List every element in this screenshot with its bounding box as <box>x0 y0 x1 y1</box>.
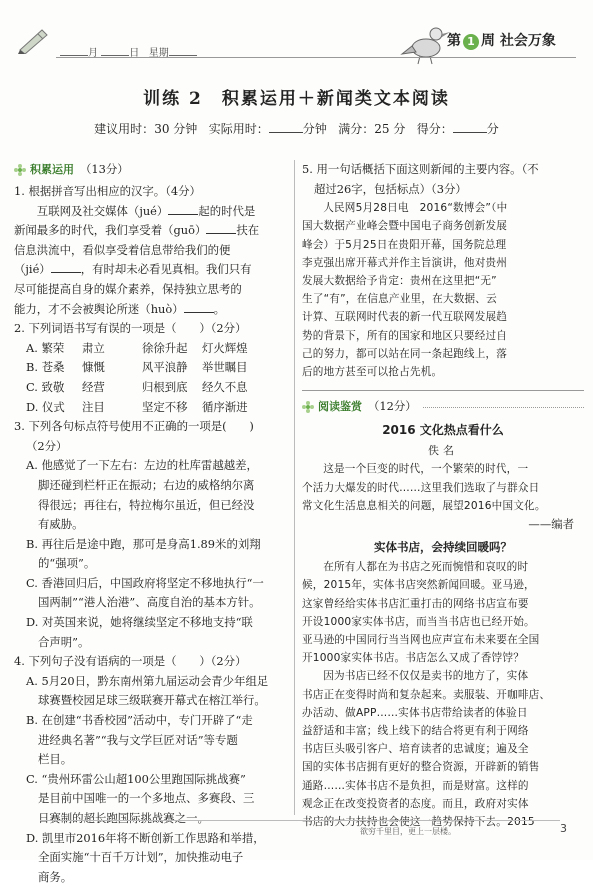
column-divider <box>294 160 295 815</box>
month-label: 月 <box>88 48 98 59</box>
news-passage <box>302 199 584 381</box>
day-label: 日 <box>129 48 140 59</box>
article-line: 通路……实体书店不是负担，而是财富。这样的 <box>302 779 529 792</box>
article-subtitle: 实体书店，会持续回暖吗？ <box>374 539 512 554</box>
question-1-text: 信息洪流中，看似享受着信息带给我们的便 <box>14 242 231 257</box>
news-line: 计算、互联网时代表的新一代互联网发展趋 <box>302 311 508 324</box>
option-line: 商务。 <box>38 869 73 884</box>
news-line: 李克强出席开幕式并作主旨演讲，他对贵州 <box>302 256 508 269</box>
actual-time-unit: 分钟 <box>302 122 327 136</box>
section-head-reading <box>302 397 584 417</box>
full-score-label: 满分： <box>338 122 375 136</box>
score-blank[interactable] <box>453 122 487 133</box>
score-unit: 分 <box>486 122 499 136</box>
option-row: D. 仪式 注目 坚定不移 循序渐进 <box>26 399 248 414</box>
option-line: 球赛暨校园足球三级联赛开幕式在榕江举行。 <box>38 693 266 708</box>
option-line: 国两制”“港人治港”、高度自治的基本方针。 <box>38 595 261 610</box>
actual-time-blank[interactable] <box>269 122 303 133</box>
footer-motto: 欲穷千里目，更上一层楼。 <box>360 827 456 836</box>
article-line: 因为书店已经不仅仅是卖书的地方了，实体 <box>323 670 529 683</box>
answer-blank[interactable] <box>168 203 198 215</box>
article-line: 国的实体书店拥有更好的整合资源，开辟新的销售 <box>302 761 540 774</box>
question-3-stem: 3. 下列各句标点符号使用不正确的一项是( ) <box>14 419 254 434</box>
article-line: 书店的大力扶持也会使这一趋势保持下去。2015 <box>302 816 535 829</box>
day-blank[interactable] <box>101 46 129 56</box>
option-row: B. 苍桑 慷慨 风平浪静 举世瞩目 <box>26 360 248 375</box>
weekday-blank[interactable] <box>169 46 197 56</box>
article-line: 开1000家实体书店。书店怎么又成了香饽饽？ <box>302 652 525 665</box>
answer-blank[interactable] <box>184 301 214 313</box>
answer-blank[interactable] <box>206 222 236 234</box>
option-line: C. 香港回归后，中国政府将坚定不移地执行“一 <box>26 575 264 590</box>
option-line: D. 对英国来说，她将继续坚定不移地支持“联 <box>26 615 253 630</box>
week-prefix: 第 <box>447 33 461 49</box>
timing-line <box>0 120 593 137</box>
article-line: 观念正在改变投资者的态度。而且，政府对实体 <box>302 797 529 810</box>
option-line: 日赛制的超长跑国际挑战赛之一。 <box>38 811 209 825</box>
option-line: B. 再往后是途中跑，那可是身高1.89米的刘翔 <box>26 536 261 551</box>
month-blank[interactable] <box>60 46 88 56</box>
editor-note: ——编者 <box>528 517 574 532</box>
flower-icon <box>14 164 26 176</box>
article-line: 候，2015年，实体书店突然新闻回暖。亚马逊， <box>302 579 535 592</box>
option-line: 脚还碰到栏杆正在振动；右边的威格纳尔离 <box>38 477 255 492</box>
article-line: 书店巨头吸引客户、培育读者的忠诚度；遍及全 <box>302 743 529 756</box>
week-number-badge: 1 <box>463 34 479 50</box>
question-3-stem: （2分） <box>26 438 68 453</box>
footer-rule <box>40 820 560 821</box>
section-points: （13分） <box>80 162 129 177</box>
section-tag: 积累运用 <box>30 163 74 177</box>
article-line: 书店正在变得时尚和复杂起来。卖服装、开咖啡店、 <box>302 688 551 701</box>
intro-line: 常文化生活息息相关的问题，展望2016中国文化。 <box>302 499 546 512</box>
option-line: A. 他感觉了一下左右：左边的杜库雷越越差， <box>26 458 258 473</box>
week-title <box>447 30 556 50</box>
news-line: 发展大数据给予肯定：贵州在这里把“无” <box>302 275 497 287</box>
week-topic: 社会万象 <box>499 33 556 49</box>
article-line: 在所有人都在为书店之死而惋惜和哀叹的时 <box>323 561 529 574</box>
question-1-text: 互联网及社交媒体（jué） 起的时代是 <box>36 203 256 218</box>
actual-time-label: 实际用时： <box>208 122 269 136</box>
option-line: 合声明”。 <box>38 634 90 649</box>
intro-line: 个活力大爆发的时代……这里我们选取了与群众日 <box>302 481 540 494</box>
page-number: 3 <box>560 822 567 835</box>
question-1-text: 能力，才不会被舆论所迷（huò） 。 <box>14 301 226 316</box>
news-line: 生了“有”，在信息产业里，在大数据、云 <box>302 293 497 306</box>
flower-icon <box>302 401 314 413</box>
question-2-stem: 2. 下列词语书写有误的一项是（ ）（2分） <box>14 321 247 336</box>
question-1-text: 新闻最多的时代，我们享受着（guō） 扶在 <box>14 223 260 238</box>
section-dotted-line <box>423 407 584 408</box>
section-head-accumulation <box>14 160 286 180</box>
option-line: 进经典名著”“我与文学巨匠对话”等专题 <box>38 732 238 747</box>
option-row: C. 致敬 经营 归根到底 经久不息 <box>26 379 248 394</box>
suggest-time-value: 30 分钟 <box>154 122 198 136</box>
option-line: 的“强项”。 <box>38 556 96 571</box>
question-5-stem: 超过26字，包括标点）（3分） <box>314 181 467 196</box>
option-line: 得很远；再往右，特拉梅尔虽近，但已经没 <box>38 497 255 512</box>
news-line: 峰会）于5月25日在贵阳开幕，国务院总理 <box>302 238 507 251</box>
article-line: 这家曾经给实体书店汇重打击的网络书店宣布要 <box>302 597 529 610</box>
header-rule <box>56 57 576 58</box>
news-line: 人民网5月28日电 2016“数博会”（中 <box>323 202 508 215</box>
news-line: 后的地方甚至可以抢占先机。 <box>302 366 443 379</box>
option-line: A. 5月20日，黔东南州第九届运动会青少年组足 <box>26 673 269 688</box>
bird-illustration-icon <box>400 20 452 66</box>
week-suffix: 周 <box>481 33 495 49</box>
week-label: 星期 <box>148 48 169 59</box>
full-score-value: 25 分 <box>374 122 406 136</box>
pencil-icon <box>16 26 50 54</box>
article-author: 佚名 <box>428 443 458 457</box>
question-5-stem: 5. 用一句话概括下面这则新闻的主要内容。（不 <box>302 162 539 176</box>
news-line: 国大数据产业峰会暨中国电子商务创新发展 <box>302 220 508 233</box>
option-line: C. “贵州环雷公山超100公里跑国际挑战赛” <box>26 771 246 786</box>
option-line: 全面实施“十百千万计划”，加快推动电子 <box>38 850 244 865</box>
answer-blank[interactable] <box>51 261 81 273</box>
page-title: 训练 2 积累运用＋新闻类文本阅读 <box>143 89 450 109</box>
option-line: 栏目。 <box>38 752 73 767</box>
question-4-stem: 4. 下列句子没有语病的一项是（ ）（2分） <box>14 654 247 669</box>
question-1-text: 尽可能提高自身的媒介素养，保持独立思考的 <box>14 281 242 296</box>
article-title: 2016 文化热点看什么 <box>382 423 504 438</box>
option-line: B. 在创建“书香校园”活动中，专门开辟了“走 <box>26 713 253 728</box>
option-line: 有威胁。 <box>38 517 84 532</box>
section-tag: 阅读鉴赏 <box>318 400 362 414</box>
intro-line: 这是一个巨变的时代，一个繁荣的时代，一 <box>323 463 529 476</box>
news-line: 己的努力，都可以站在同一条起跑线上，落 <box>302 347 508 360</box>
left-column <box>14 160 286 887</box>
question-1-stem: 1. 根据拼音写出相应的汉字。（4分） <box>14 184 201 198</box>
article-line: 益舒适和丰富；线上线下的结合将更有利于网络 <box>302 725 529 738</box>
right-column <box>302 160 584 831</box>
article-line: 开设1000家实体书店，而当当书店也已经开始。 <box>302 615 535 628</box>
news-line: 势的背景下，所有的国家和地区只要经过自 <box>302 329 508 342</box>
option-row: A. 繁荣 肃立 徐徐升起 灯火辉煌 <box>26 340 248 355</box>
suggest-time-label: 建议用时： <box>94 122 155 136</box>
answer-line[interactable] <box>302 390 584 391</box>
section-points: （12分） <box>368 399 417 414</box>
article-line: 亚马逊的中国同行当当网也应声宣布未来要在全国 <box>302 634 540 647</box>
option-line: 是目前中国唯一的一个多地点、多赛段、三 <box>38 791 255 806</box>
score-label: 得分： <box>416 122 453 136</box>
article-line: 办活动、做APP……实体书店带给读者的体验日 <box>302 706 528 719</box>
option-line: D. 凯里市2016年将不断创新工作思路和举措， <box>26 830 265 845</box>
question-1-text: （jié） ，有时却未必看见真相。我们只有 <box>14 262 252 277</box>
